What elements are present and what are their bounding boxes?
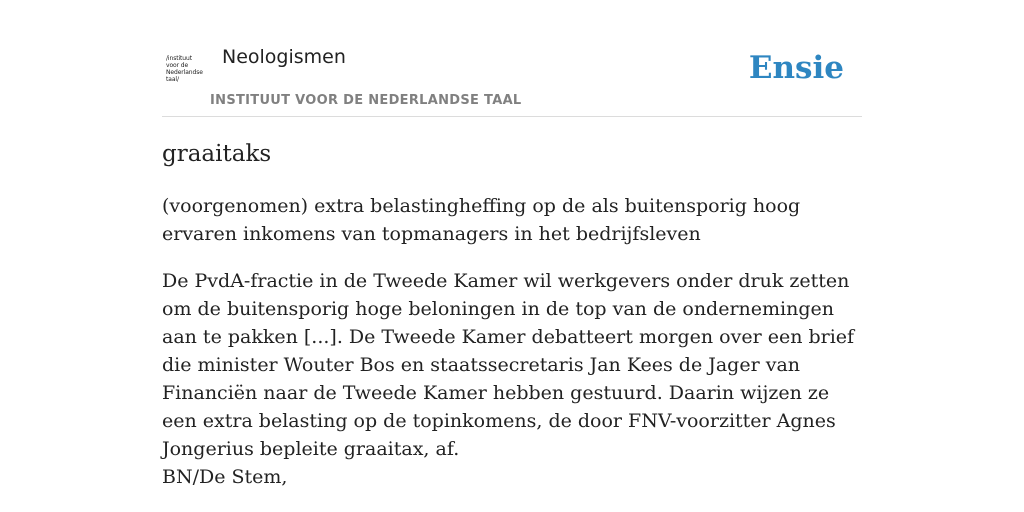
entry-citation [162,267,862,491]
organization-name: INSTITUUT VOOR DE NEDERLANDSE TAAL [210,93,522,108]
citation-source: BN/De Stem, [162,466,288,488]
header [162,40,862,117]
logo-line: Nederlandse [166,69,203,76]
logo-line: /instituut [166,55,192,62]
institute-logo[interactable] [166,55,210,83]
ensie-brand-logo[interactable]: Ensie [748,50,844,86]
entry-content [162,138,862,491]
logo-line: taal/ [166,76,179,83]
entry-definition: (voorgenomen) extra belastingheffing op de als buitensporig hoog ervaren inkomens van topmanagers in het bedrijfsleven [162,195,801,245]
entry-headword: graaitaks [162,141,272,167]
citation-text: De PvdA-fractie in de Tweede Kamer wil werkgevers onder druk zetten om de buitensporig hoge beloningen in de top van de ondernemingen aan te pakken [...]. De Tweede Kamer debatteert morgen over een brief die minister Wouter Bos en staatssecretaris Jan Kees de Jager van Financiën naar de Tweede Kamer hebben gestuurd. Daarin wijzen ze een extra belasting op de topinkomens, de door FNV-voorzitter Agnes Jongerius bepleite graaitax, af. [162,270,855,460]
logo-line: voor de [166,62,189,69]
app-name[interactable]: Neologismen [222,46,346,68]
